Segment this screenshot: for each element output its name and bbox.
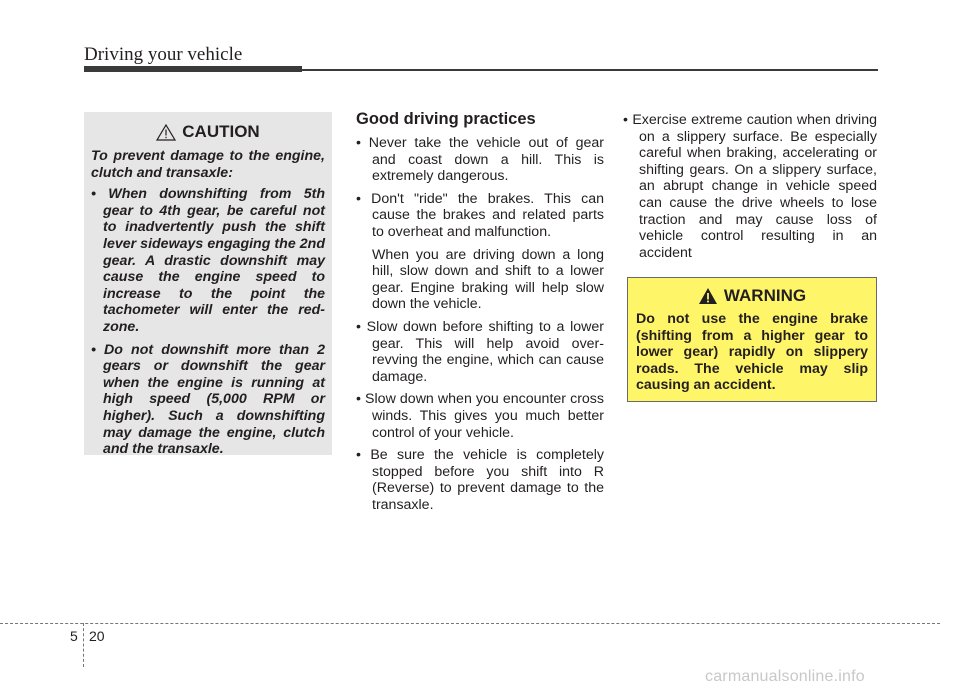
warning-title: WARNING [723, 286, 807, 305]
chapter-number: 5 [70, 628, 78, 644]
caution-heading [91, 122, 325, 142]
header-bar [84, 66, 302, 72]
page-header-title: Driving your vehicle [84, 44, 243, 65]
caution-box [84, 112, 332, 458]
practices-column-right [623, 112, 877, 267]
warning-box [627, 277, 877, 402]
practice-text: • Slow down when you encounter cross winds. This gives you much better control of your vehicle. [356, 391, 604, 441]
warning-text: Do not use the engine brake (shifting from a higher gear to lower gear) rapidly on slippery roads. The vehicle may slip causing an accident. [636, 311, 868, 394]
caution-item: • Do not downshift more than 2 gears or downshift the gear when the engine is running at high speed (5,000 RPM or higher). Such a downshifting may damage the engine, clutch and the transaxle. [91, 341, 325, 458]
caution-title: CAUTION [182, 122, 260, 141]
practice-item [356, 447, 604, 513]
footer-rule [0, 623, 940, 624]
practice-item [356, 135, 604, 185]
warning-heading [636, 286, 868, 306]
practice-text: • Never take the vehicle out of gear and coast down a hill. This is extremely dangerous. [356, 135, 604, 185]
page-number: 20 [89, 628, 105, 644]
caution-intro: To prevent damage to the engine, clutch and transaxle: [91, 148, 325, 181]
header-rule [302, 69, 878, 71]
practice-sub-paragraph: When you are driving down a long hill, slow down and shift to a lower gear. Engine braking will help slow down the vehicle. [372, 246, 604, 313]
caution-triangle-icon [156, 124, 176, 141]
practices-column [356, 110, 604, 519]
practice-item: • Exercise extreme caution when driving on a slippery surface. Be especially careful when braking, accelerating or shifting gears. On a slippery surface, an abrupt change in vehicle speed can cause the drive wheels to lose traction and may cause loss of vehicle control resulting in an accident [623, 112, 877, 261]
practices-list [356, 135, 604, 513]
section-title: Good driving practices [356, 110, 536, 128]
practice-item [356, 391, 604, 441]
practice-item [356, 319, 604, 385]
warning-triangle-icon [698, 287, 718, 305]
practice-text: • Slow down before shifting to a lower gear. This will help avoid over-revving the engine, which can cause damage. [356, 318, 604, 385]
footer-divider [83, 623, 84, 667]
caution-item: • When downshifting from 5th gear to 4th gear, be careful not to inadvertently push the shift lever sideways engaging the 2nd gear. A drastic downshift may cause the engine speed to increase to the point the tachometer will enter the red-zone. [91, 186, 325, 335]
practice-text: • Be sure the vehicle is completely stopped before you shift into R (Reverse) to prevent damage to the transaxle. [356, 447, 604, 513]
practice-text: • Don't "ride" the brakes. This can cause the brakes and related parts to overheat and malfunction. [356, 190, 604, 240]
watermark: carmanualsonline.info [705, 668, 865, 685]
practices-list-right [623, 112, 877, 261]
practice-item [356, 191, 604, 313]
caution-list [91, 186, 325, 458]
